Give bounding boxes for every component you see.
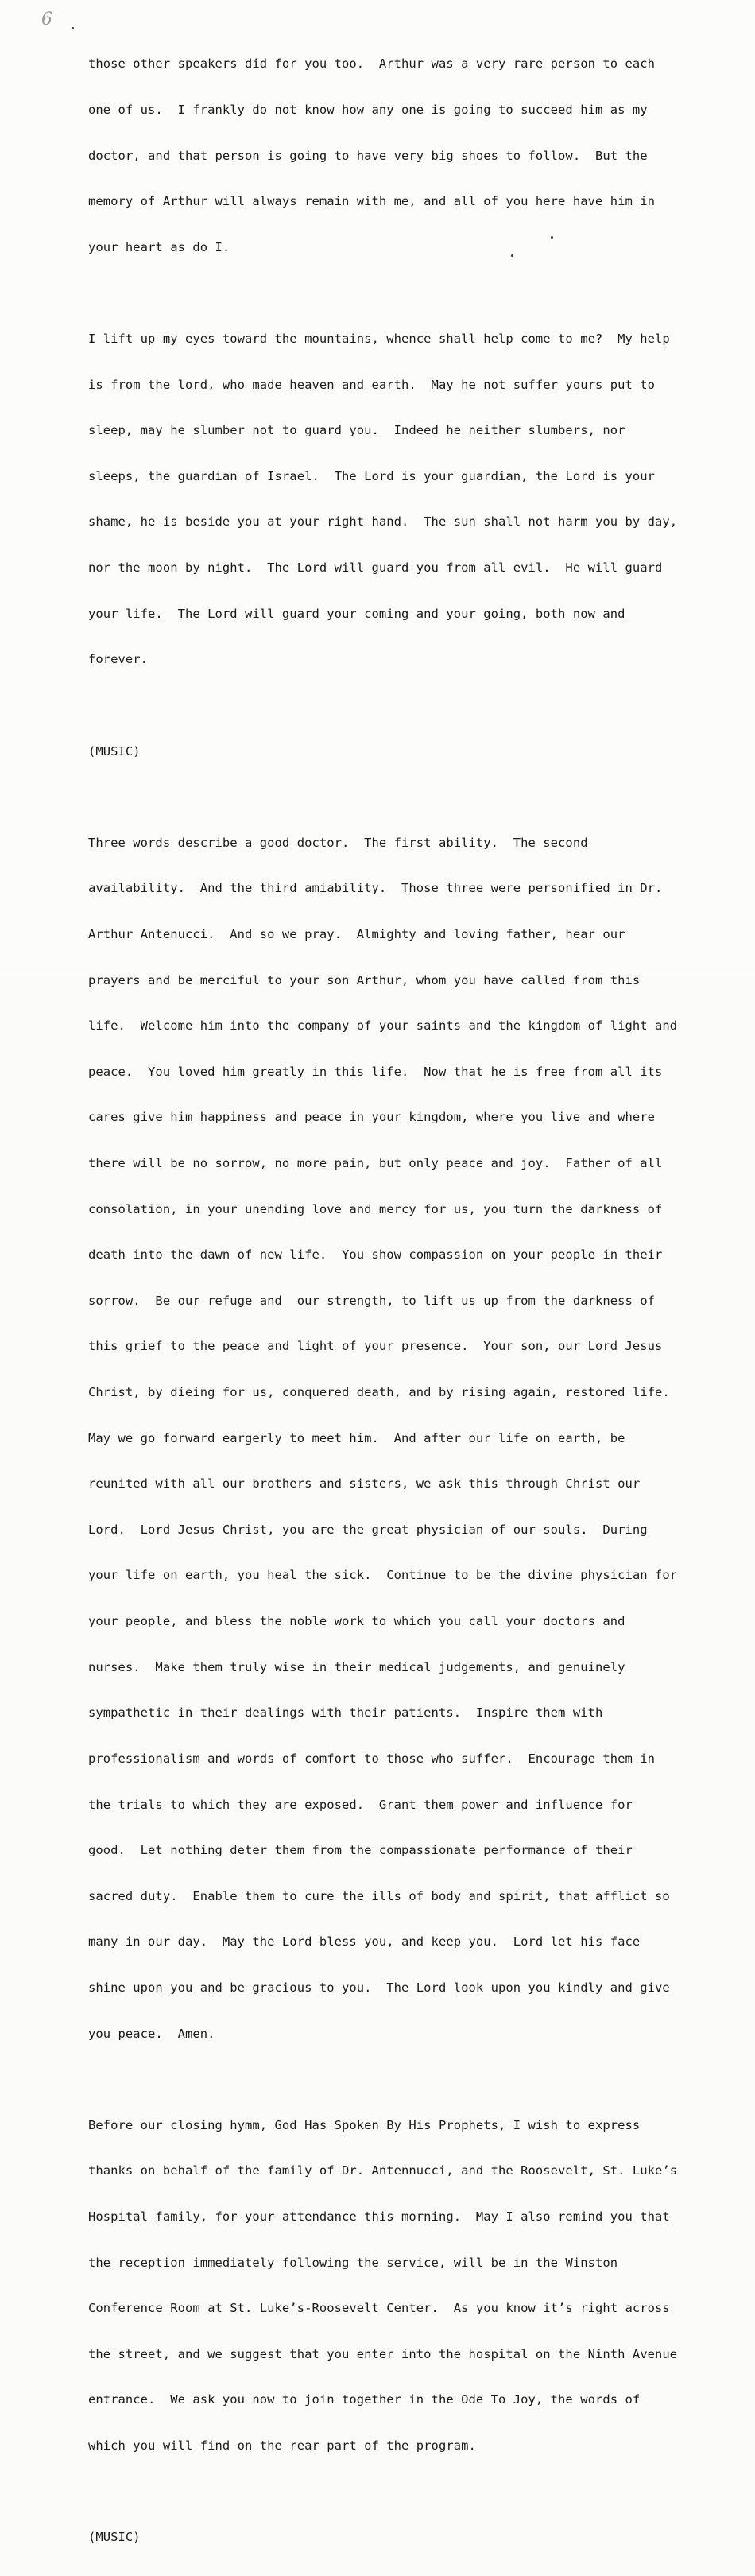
text-line: the street, and we suggest that you enter into the hospital on the Ninth Avenue <box>88 2346 678 2361</box>
text-line: the trials to which they are exposed. Grant them power and influence for <box>88 1797 633 1812</box>
text-line: entrance. We ask you now to join together in the Ode To Joy, the words of <box>88 2392 641 2407</box>
text-line: doctor, and that person is going to have very big shoes to follow. But the <box>88 148 648 163</box>
text-line: nor the moon by night. The Lord will guard you from all evil. He will guard <box>88 561 663 576</box>
text-line: the reception immediately following the service, will be in the Winston <box>88 2255 618 2270</box>
text-line: death into the dawn of new life. You show compassion on your people in their <box>88 1247 663 1263</box>
text-line: many in our day. May the Lord bless you, and keep you. Lord let his face <box>88 1934 641 1949</box>
text-line: one of us. I frankly do not know how any one is going to succeed him as my <box>88 103 648 118</box>
text-line: peace. You loved him greatly in this life. Now that he is free from all its <box>88 1064 663 1079</box>
text-line: Before our closing hymm, God Has Spoken By His Prophets, I wish to express <box>88 2117 641 2132</box>
text-line: forever. <box>88 652 149 667</box>
text-line: I lift up my eyes toward the mountains, whence shall help come to me? My help <box>88 332 670 347</box>
text-line: professionalism and words of comfort to those who suffer. Encourage them in <box>88 1751 656 1766</box>
text-line: your life. The Lord will guard your coming and your going, both now and <box>88 606 625 621</box>
text-line: availability. And the third amiability. Those three were personified in Dr. <box>88 881 663 896</box>
text-line: your people, and bless the noble work to which you call your doctors and <box>88 1614 625 1629</box>
text-line: nurses. Make them truly wise in their medical judgements, and genuinely <box>88 1659 625 1674</box>
text-line: cares give him happiness and peace in your kingdom, where you live and where <box>88 1110 656 1125</box>
paragraph-music-cue <box>88 2500 724 2576</box>
text-line: sleeps, the guardian of Israel. The Lord is your guardian, the Lord is your <box>88 468 656 483</box>
paragraph-psalm <box>88 301 724 698</box>
text-line: sympathetic in their dealings with their patients. Inspire them with <box>88 1705 603 1721</box>
text-line: your heart as do I. <box>88 239 230 254</box>
text-line: life. Welcome him into the company of your saints and the kingdom of light and <box>88 1018 678 1034</box>
text-line: consolation, in your unending love and mercy for us, you turn the darkness of <box>88 1201 663 1216</box>
paragraph-music-cue <box>88 713 724 789</box>
text-line: Christ, by dieing for us, conquered death, and by rising again, restored life. <box>88 1385 670 1400</box>
paragraph-announcements <box>88 2087 724 2484</box>
text-line: (MUSIC) <box>88 743 141 758</box>
text-line: your life on earth, you heal the sick. Continue to be the divine physician for <box>88 1568 678 1583</box>
text-line: shine upon you and be gracious to you. The Lord look upon you kindly and give <box>88 1980 670 1995</box>
text-line: sorrow. Be our refuge and our strength, to lift us up from the darkness of <box>88 1293 656 1308</box>
text-line: Lord. Lord Jesus Christ, you are the great physician of our souls. During <box>88 1522 648 1537</box>
text-line: Three words describe a good doctor. The first ability. The second <box>88 835 588 850</box>
text-line: is from the lord, who made heaven and earth. May he not suffer yours put to <box>88 377 656 392</box>
document-body <box>88 26 724 2576</box>
text-line: memory of Arthur will always remain with me, and all of you here have him in <box>88 194 656 209</box>
text-line: Arthur Antenucci. And so we pray. Almighty and loving father, hear our <box>88 926 625 941</box>
page-number: 6 <box>41 10 52 29</box>
paragraph-closing-remembrance <box>88 26 724 285</box>
text-line: good. Let nothing deter them from the compassionate performance of their <box>88 1843 633 1858</box>
text-line: Hospital family, for your attendance this morning. May I also remind you that <box>88 2209 670 2224</box>
text-line: those other speakers did for you too. Arthur was a very rare person to each <box>88 56 656 72</box>
text-line: thanks on behalf of the family of Dr. Antennucci, and the Roosevelt, St. Luke’s <box>88 2163 678 2178</box>
paragraph-prayer <box>88 805 724 2072</box>
text-line: Conference Room at St. Luke’s-Roosevelt Center. As you know it’s right across <box>88 2301 670 2316</box>
text-line: prayers and be merciful to your son Arthur, whom you have called from this <box>88 972 641 987</box>
text-line: there will be no sorrow, no more pain, but only peace and joy. Father of all <box>88 1155 663 1170</box>
stray-mark <box>72 27 74 29</box>
text-line: which you will find on the rear part of the program. <box>88 2438 476 2454</box>
text-line: sacred duty. Enable them to cure the ills of body and spirit, that afflict so <box>88 1888 670 1903</box>
text-line: shame, he is beside you at your right hand. The sun shall not harm you by day, <box>88 514 678 530</box>
text-line: (MUSIC) <box>88 2530 141 2545</box>
text-line: sleep, may he slumber not to guard you. Indeed he neither slumbers, nor <box>88 423 625 438</box>
text-line: you peace. Amen. <box>88 2026 215 2041</box>
text-line: May we go forward eargerly to meet him. And after our life on earth, be <box>88 1430 625 1445</box>
text-line: this grief to the peace and light of your presence. Your son, our Lord Jesus <box>88 1339 663 1354</box>
text-line: reunited with all our brothers and sisters, we ask this through Christ our <box>88 1476 641 1492</box>
